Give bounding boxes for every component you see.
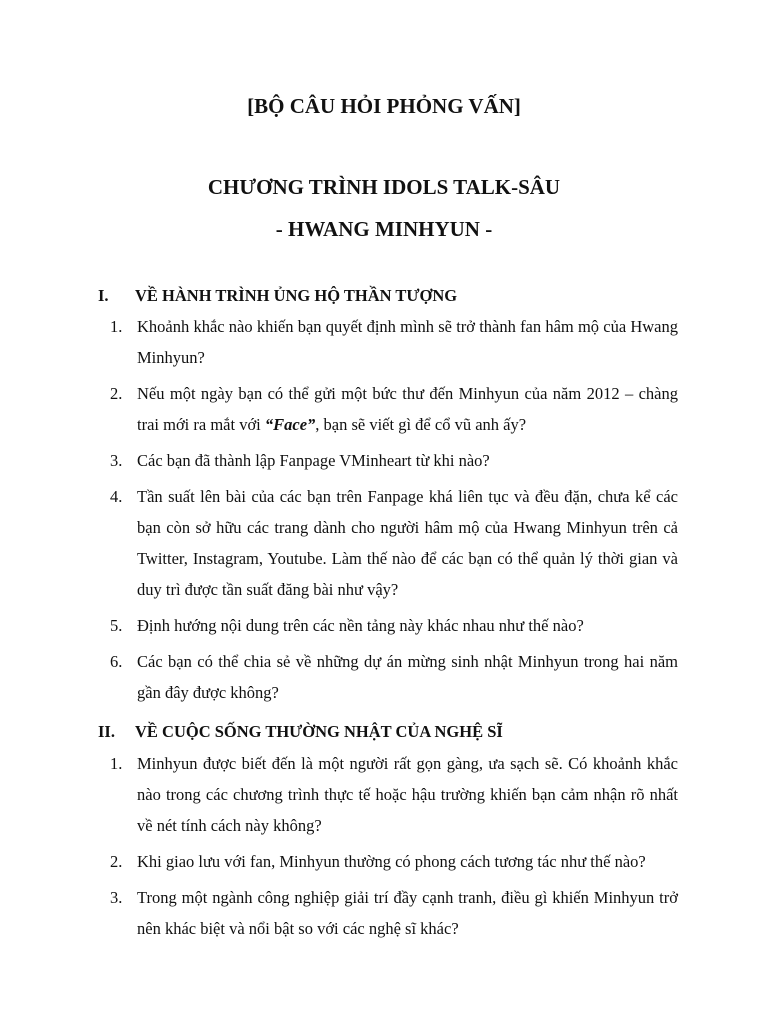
question-item xyxy=(110,378,678,440)
question-text: Minhyun được biết đến là một người rất gọn gàng, ưa sạch sẽ. Có khoảnh khắc nào trong các chương trình thực tế hoặc hậu trường khiến bạn cảm nhận rõ nhất về nét tính cách này không? xyxy=(137,754,678,835)
question-item xyxy=(110,481,678,605)
question-text: Định hướng nội dung trên các nền tảng này khác nhau như thế nào? xyxy=(137,616,584,635)
question-text: Khoảnh khắc nào khiến bạn quyết định mình sẽ trở thành fan hâm mộ của Hwang Minhyun? xyxy=(137,317,678,367)
question-item xyxy=(110,846,678,877)
section-number: II. xyxy=(98,722,115,741)
question-item xyxy=(110,748,678,841)
question-text: Khi giao lưu với fan, Minhyun thường có phong cách tương tác như thế nào? xyxy=(137,852,646,871)
question-text: Các bạn đã thành lập Fanpage VMinheart từ khi nào? xyxy=(137,451,490,470)
question-text: Các bạn có thể chia sẻ về những dự án mừng sinh nhật Minhyun trong hai năm gần đây được không? xyxy=(137,652,678,702)
question-number: 3. xyxy=(110,451,123,470)
section-heading xyxy=(98,286,457,306)
song-title: “Face” xyxy=(264,415,316,434)
question-number: 3. xyxy=(110,888,123,907)
question-item xyxy=(110,882,678,944)
question-number: 1. xyxy=(110,754,123,773)
section-title: VỀ HÀNH TRÌNH ỦNG HỘ THẦN TƯỢNG xyxy=(135,286,458,305)
question-number: 4. xyxy=(110,487,123,506)
document-title: [BỘ CÂU HỎI PHỎNG VẤN] xyxy=(247,94,521,118)
question-text: Trong một ngành công nghiệp giải trí đầy cạnh tranh, điều gì khiến Minhyun trở nên khác biệt và nổi bật so với các nghệ sĩ khác? xyxy=(137,888,678,938)
question-list xyxy=(110,748,678,949)
section-heading xyxy=(98,722,503,742)
guest-name: - HWANG MINHYUN - xyxy=(275,217,493,241)
question-number: 2. xyxy=(110,852,123,871)
program-title: CHƯƠNG TRÌNH IDOLS TALK-SÂU xyxy=(207,175,561,199)
section-number: I. xyxy=(98,286,109,305)
question-text: Tần suất lên bài của các bạn trên Fanpage khá liên tục và đều đặn, chưa kể các bạn còn sở hữu các trang dành cho người hâm mộ của Hwang Minhyun trên cả Twitter, Instagram, Youtube. Làm thế nào để các bạn có thể quản lý thời gian và duy trì được tần suất đăng bài như vậy? xyxy=(137,487,678,599)
question-item xyxy=(110,311,678,373)
question-item xyxy=(110,646,678,708)
question-item xyxy=(110,445,678,476)
question-number: 6. xyxy=(110,652,123,671)
question-list xyxy=(110,311,678,713)
question-text: Nếu một ngày bạn có thể gửi một bức thư đến Minhyun của năm 2012 – chàng trai mới ra mắt với “Face”, bạn sẽ viết gì để cổ vũ anh ấy? xyxy=(137,384,678,434)
question-item xyxy=(110,610,678,641)
question-number: 2. xyxy=(110,384,123,403)
question-number: 1. xyxy=(110,317,123,336)
section-title: VỀ CUỘC SỐNG THƯỜNG NHẬT CỦA NGHỆ SĨ xyxy=(135,722,503,741)
question-number: 5. xyxy=(110,616,123,635)
